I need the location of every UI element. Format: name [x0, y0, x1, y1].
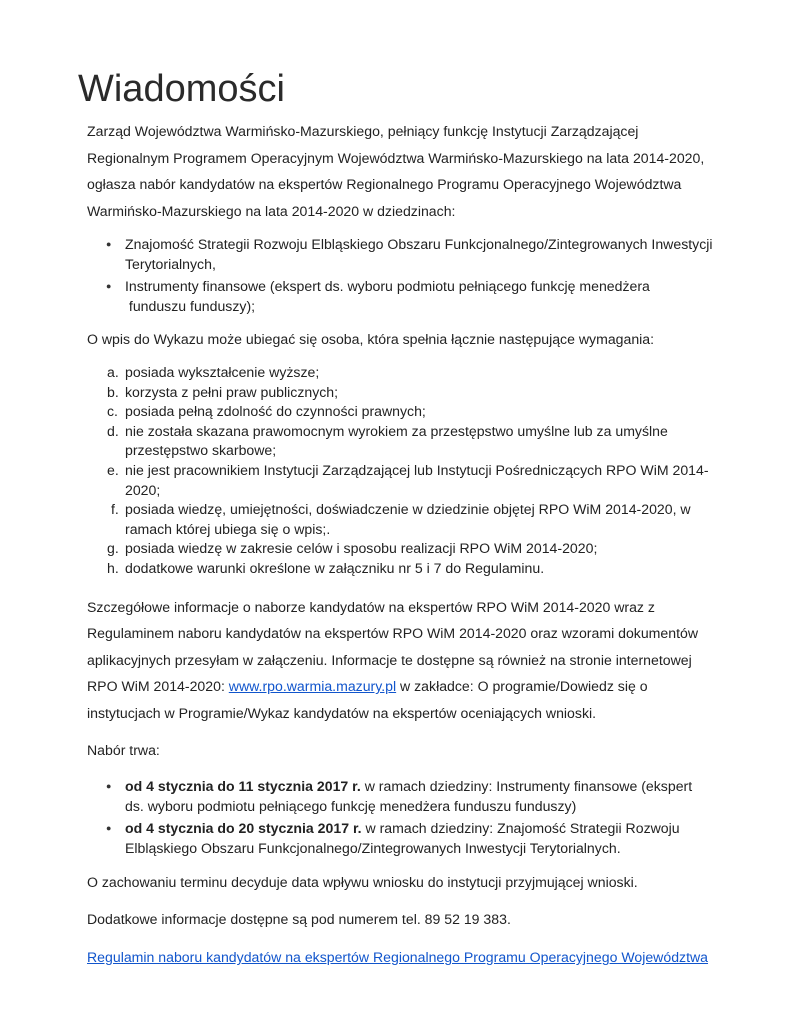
list-item: h. dodatkowe warunki określone w załączniku nr 5 i 7 do Regulaminu. [107, 559, 545, 576]
fields-list [87, 234, 717, 316]
website-link[interactable]: www.rpo.warmia.mazury.pl [228, 678, 397, 695]
intro-line: Regionalnym Programem Operacyjnym Województwa Warmińsko-Mazurskiego na lata 2014-2020, [87, 149, 705, 166]
page-title: Wiadomości [78, 68, 285, 110]
intro-line: Warmińsko-Mazurskiego na lata 2014-2020 w dziedzinach: [87, 202, 456, 219]
contact-info: Dodatkowe informacje dostępne są pod numerem tel. 89 52 19 383. [87, 911, 511, 928]
requirements-intro: O wpis do Wykazu może ubiegać się osoba, która spełnia łącznie następujące wymagania: [87, 331, 655, 347]
list-item: ● od 4 stycznia do 11 stycznia 2017 r. w ramach dziedziny: Instrumenty finansowe (ekspert ds. wyboru podmiotu pełniącego funkcję menedżera funduszu funduszy) [87, 776, 717, 816]
list-item: g. posiada wiedzę w zakresie celów i sposobu realizacji RPO WiM 2014-2020; [107, 540, 598, 557]
periods-list [87, 776, 717, 858]
nabor-label: Nabór trwa: [87, 742, 160, 759]
period-dates: od 4 stycznia do 20 stycznia 2017 r. [125, 820, 362, 837]
list-item: b. korzysta z pełni praw publicznych; [107, 383, 339, 400]
list-item: f. posiada wiedzę, umiejętności, doświadczenie w dziedzinie objętej RPO WiM 2014-2020, w ramach której ubiega się o wpis;. [111, 501, 691, 537]
requirements-list [87, 363, 717, 579]
list-item: a. posiada wykształcenie wyższe; [107, 364, 320, 380]
details-paragraph: Szczegółowe informacje o naborze kandydatów na ekspertów RPO WiM 2014-2020 wraz z Regulaminem naboru kandydatów na ekspertów RPO WiM 2014-2020 oraz wzorami dokumentów aplikacyjnych przesyłam w załączeniu. Informacje te dostępne są również na stronie internetowej RPO WiM 2014-2020: www.rpo.warmia.mazury.pl w zakładce: O programie/Dowiedz się o instytucjach w Programie/Wykaz kandydatów na ekspertów oceniających wnioski. [87, 598, 699, 721]
intro-line: Zarząd Województwa Warmińsko-Mazurskiego, pełniący funkcję Instytucji Zarządzającej [87, 123, 639, 139]
list-item: c. posiada pełną zdolność do czynności prawnych; [107, 403, 426, 420]
intro-paragraph [87, 118, 717, 224]
list-item: ● od 4 stycznia do 20 stycznia 2017 r. w ramach dziedziny: Znajomość Strategii Rozwoju Elbląskiego Obszaru Funkcjonalnego/Zintegrowanych Inwestycji Terytorialnych. [87, 818, 717, 858]
deadline-note: O zachowaniu terminu decyduje data wpływu wniosku do instytucji przyjmującej wnioski. [87, 874, 638, 891]
list-item: e. nie jest pracownikiem Instytucji Zarządzającej lub Instytucji Pośredniczących RPO WiM 2014- 2020; [107, 461, 709, 498]
list-item: ● Instrumenty finansowe (ekspert ds. wyboru podmiotu pełniącego funkcję menedżera funduszu funduszy); [87, 276, 717, 316]
list-item: ● Znajomość Strategii Rozwoju Elbląskiego Obszaru Funkcjonalnego/Zintegrowanych Inwestycji Terytorialnych, [87, 234, 717, 274]
message-content [87, 118, 717, 967]
intro-line: ogłasza nabór kandydatów na ekspertów Regionalnego Programu Operacyjnego Województwa [87, 176, 682, 192]
list-item: d. nie została skazana prawomocnym wyrokiem za przestępstwo umyślne lub za umyślne przestępstwo skarbowe; [107, 422, 668, 459]
regulations-document-link[interactable]: Regulamin naboru kandydatów na ekspertów Regionalnego Programu Operacyjnego Województwa [87, 949, 709, 966]
period-dates: od 4 stycznia do 11 stycznia 2017 r. [125, 778, 361, 795]
